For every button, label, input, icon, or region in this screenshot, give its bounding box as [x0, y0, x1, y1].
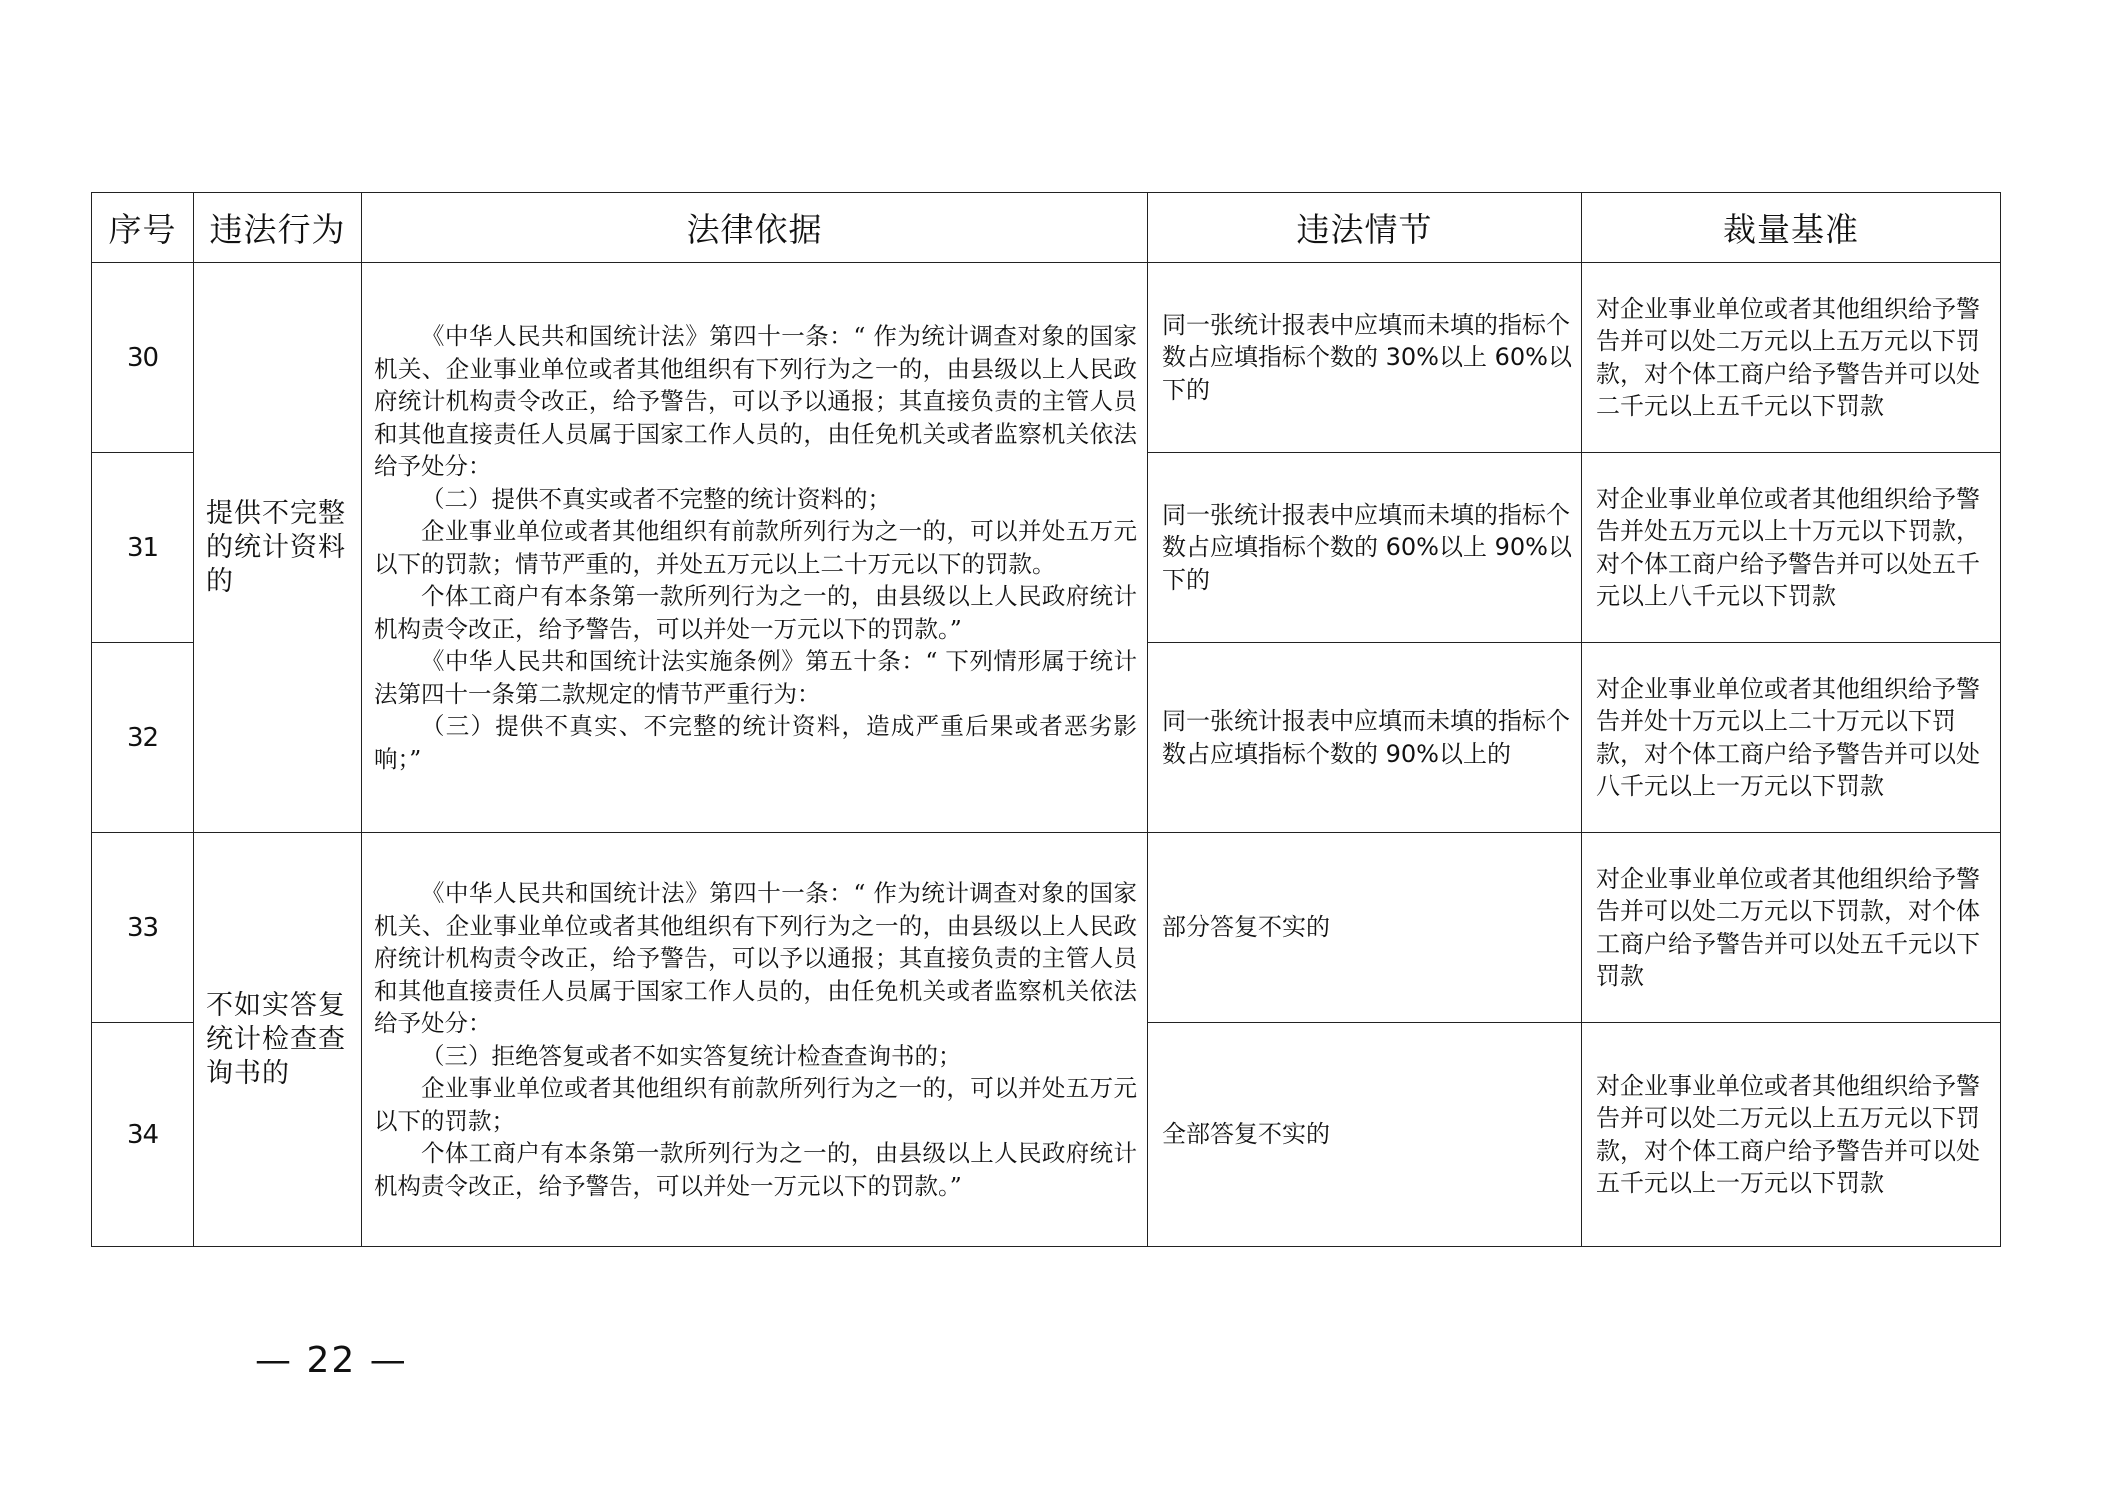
legal-basis — [362, 263, 1148, 833]
legal-basis — [362, 833, 1148, 1247]
basis-paragraph: 《中华人民共和国统计法》第四十一条：“ 作为统计调查对象的国家机关、企业事业单位或者其他组织有下列行为之一的，由县级以上人民政府统计机构责令改正，给予警告，可以予以通报；其直接负责的主管人员和其他直接责任人员属于国家工作人员的，由任免机关或者监察机关依法给予处分： — [374, 322, 1137, 480]
discretion-standard: 对企业事业单位或者其他组织给予警告并可以处二万元以下罚款，对个体工商户给予警告并可以处五千元以下罚款 — [1582, 833, 2001, 1023]
basis-paragraph: 个体工商户有本条第一款所列行为之一的，由县级以上人民政府统计机构责令改正，给予警告，可以并处一万元以下的罚款。” — [374, 582, 1137, 643]
discretion-standard: 对企业事业单位或者其他组织给予警告并可以处二万元以上五万元以下罚款，对个体工商户给予警告并可以处五千元以上一万元以下罚款 — [1582, 1023, 2001, 1247]
basis-paragraph: 《中华人民共和国统计法》第四十一条：“ 作为统计调查对象的国家机关、企业事业单位或者其他组织有下列行为之一的，由县级以上人民政府统计机构责令改正，给予警告，可以予以通报；其直接负责的主管人员和其他直接责任人员属于国家工作人员的，由任免机关或者监察机关依法给予处分： — [374, 879, 1137, 1037]
row-seq: 30 — [92, 263, 194, 453]
discretion-standard: 对企业事业单位或者其他组织给予警告并处五万元以上十万元以下罚款，对个体工商户给予警告并可以处五千元以上八千元以下罚款 — [1582, 453, 2001, 643]
violation-circumstance: 部分答复不实的 — [1148, 833, 1582, 1023]
header-seq: 序号 — [92, 193, 194, 263]
header-act: 违法行为 — [194, 193, 362, 263]
violation-circumstance: 同一张统计报表中应填而未填的指标个数占应填指标个数的 90%以上的 — [1148, 643, 1582, 833]
basis-paragraph: （三）提供不真实、不完整的统计资料，造成严重后果或者恶劣影响；” — [374, 712, 1137, 773]
table-row — [92, 263, 2001, 453]
header-basis: 法律依据 — [362, 193, 1148, 263]
violation-circumstance: 全部答复不实的 — [1148, 1023, 1582, 1247]
violation-act: 不如实答复统计检查查询书的 — [194, 833, 362, 1247]
penalty-discretion-table — [91, 192, 2001, 1247]
violation-act: 提供不完整的统计资料的 — [194, 263, 362, 833]
table-row — [92, 833, 2001, 1023]
basis-paragraph: 《中华人民共和国统计法实施条例》第五十条：“ 下列情形属于统计法第四十一条第二款规定的情节严重行为： — [374, 647, 1137, 708]
basis-paragraph: 个体工商户有本条第一款所列行为之一的，由县级以上人民政府统计机构责令改正，给予警告，可以并处一万元以下的罚款。” — [374, 1139, 1137, 1200]
header-circumstance: 违法情节 — [1148, 193, 1582, 263]
violation-circumstance: 同一张统计报表中应填而未填的指标个数占应填指标个数的 30%以上 60%以下的 — [1148, 263, 1582, 453]
basis-paragraph: （二）提供不真实或者不完整的统计资料的； — [421, 484, 891, 513]
row-seq: 32 — [92, 643, 194, 833]
row-seq: 31 — [92, 453, 194, 643]
header-standard: 裁量基准 — [1582, 193, 2001, 263]
row-seq: 33 — [92, 833, 194, 1023]
basis-paragraph: 企业事业单位或者其他组织有前款所列行为之一的，可以并处五万元以下的罚款；情节严重的，并处五万元以上二十万元以下的罚款。 — [374, 517, 1137, 578]
violation-circumstance: 同一张统计报表中应填而未填的指标个数占应填指标个数的 60%以上 90%以下的 — [1148, 453, 1582, 643]
page-number: — 22 — — [255, 1340, 408, 1381]
row-seq: 34 — [92, 1023, 194, 1247]
discretion-standard: 对企业事业单位或者其他组织给予警告并处十万元以上二十万元以下罚款，对个体工商户给予警告并可以处八千元以上一万元以下罚款 — [1582, 643, 2001, 833]
table-header-row — [92, 193, 2001, 263]
basis-paragraph: 企业事业单位或者其他组织有前款所列行为之一的，可以并处五万元以下的罚款； — [374, 1074, 1137, 1135]
basis-paragraph: （三）拒绝答复或者不如实答复统计检查查询书的； — [421, 1041, 962, 1070]
discretion-standard: 对企业事业单位或者其他组织给予警告并可以处二万元以上五万元以下罚款，对个体工商户给予警告并可以处二千元以上五千元以下罚款 — [1582, 263, 2001, 453]
